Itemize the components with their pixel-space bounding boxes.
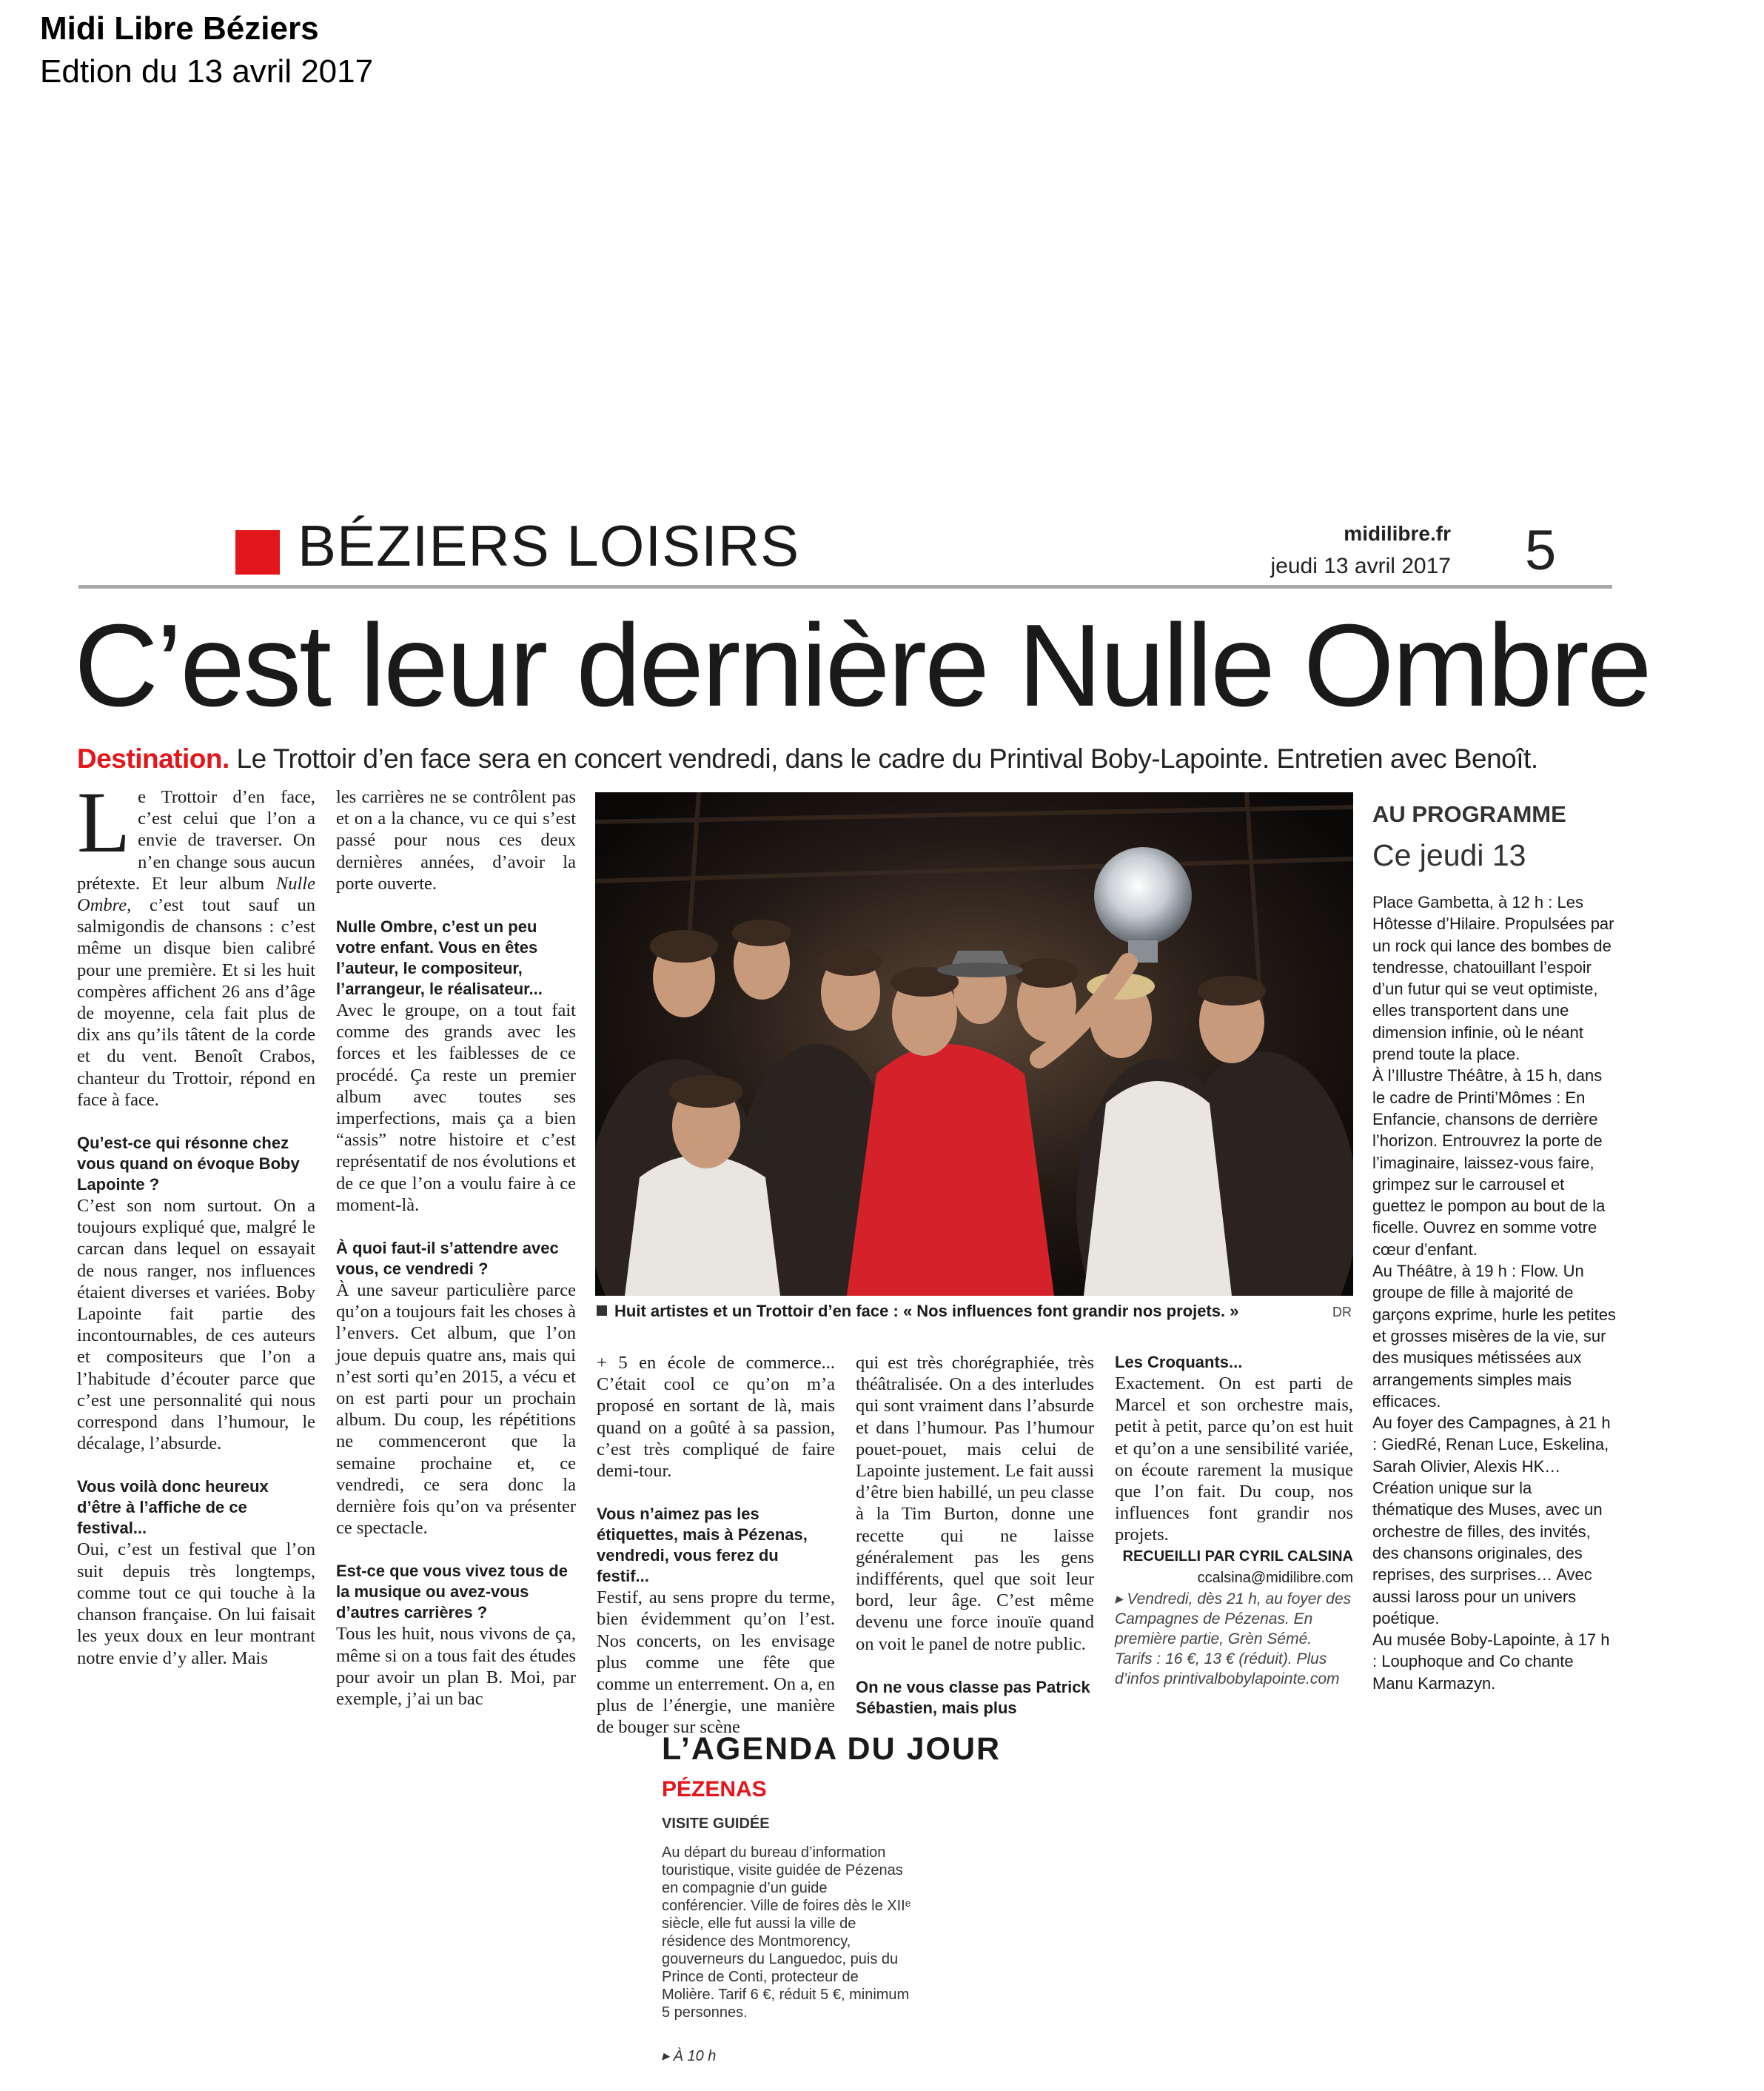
question: Est-ce que vous vivez tous de la musique ou avez-vous d’autres carrières ? [336,1562,568,1622]
programme-item: À l’Illustre Théâtre, à 15 h, dans le cadre de Printi’Mômes : En Enfancie, chansons de derrière l’horizon. Entrouvrez la porte de l’imaginaire, laissez-vous faire, grimpez sur le carrousel et guettez le pompon au bout de la ficelle. Ouvrez en somme votre cœur d’enfant. [1372,1066,1606,1259]
article-column-5 [1115,1352,1353,1689]
programme-title: AU PROGRAMME [1372,801,1566,827]
programme-item: Au musée Boby-Lapointe, à 17 h : Louphoque and Co chante Manu Karmazyn. [1372,1630,1610,1693]
question: Nulle Ombre, c’est un peu votre enfant. Vous en êtes l’auteur, le compositeur, l’arrangeur, le réalisateur... [336,917,543,999]
agenda-time: ▸ À 10 h [662,2048,717,2064]
band-photo-illustration [595,792,1353,1296]
caption-marker [597,1305,607,1316]
programme-list [1372,891,1617,1694]
programme-subtitle: Ce jeudi 13 [1372,838,1526,872]
photo-caption: Huit artistes et un Trottoir d’en face : « Nos influences font grandir nos projets. » [597,1302,1352,1321]
answer: Oui, c’est un festival que l’on suit depuis très longtemps, comme tout ce qui touche à la chanson française. On lui faisait les yeux doux en leur montrant notre envie d’y aller. Mais [77,1539,315,1668]
question: Les Croquants... [1115,1353,1243,1371]
source-title: Midi Libre Béziers [40,10,319,47]
agenda-body: Au départ du bureau d’information touristique, visite guidée de Pézenas en compagnie d’un guide conférencier. Ville de foires dès le XIIᵉ siècle, elle fut aussi la ville de résidence des Montmorency, gouverneurs du Languedoc, puis du Prince de Conti, protecteur de Molière. Tarif 6 €, réduit 5 €, minimum 5 personnes. [662,1844,911,2021]
answer: Exactement. On est parti de Marcel et son orchestre mais, petit à petit, parce qu’on est huit et qu’on a une sensibilité variée, on écoute rarement la musique que l’on fait. Du coup, nos influences font grandir nos projets. [1115,1374,1353,1545]
answer: À une saveur particulière parce qu’on a toujours fait les choses à l’envers. Cet album, que l’on joue depuis quatre ans, mais qui n’est sorti qu’en 2015, a vécu et on est parti pour un prochain album. Du coup, les répétitions ne commenceront que la semaine prochaine et, ce vendredi, ce sera donc la dernière fois qu’on va présenter ce spectacle. [336,1280,576,1539]
answer: Festif, au sens propre du terme, bien évidemment qu’on l’est. Nos concerts, on les envisage plus comme une fête que comme un enterrement. On a, en plus de l’énergie, une manière de bouger sur scène [597,1588,835,1738]
byline: RECUEILLI PAR CYRIL CALSINA [1122,1548,1353,1565]
standfirst [77,743,1631,774]
page-number: 5 [1525,519,1557,582]
section-title: BÉZIERS LOISIRS [298,513,800,578]
kicker: Destination. [77,743,229,774]
article-column-3 [597,1352,835,1739]
lead-paragraph: Le Trottoir d’en face, c’est celui que l’on a envie de traverser. On n’en change sous aucun prétexte. Et leur album Nulle Ombre, c’est tout sauf un salmigondis de chansons : c’est même un disque bien calibré pour une première. Et si les huit compères affichent 26 ans d’âge de moyenne, cela fait plus de dix ans qu’ils tâtent de la corde et du vent. Benoît Crabos, chanteur du Trottoir, répond en face à face. [77,774,315,1110]
paragraph: + 5 en école de commerce... C’était cool ce qu’on m’a proposé en sortant de là, mais quand on a goûté à sa passion, c’est très compliqué de faire demi-tour. [597,1353,835,1482]
question: Vous n’aimez pas les étiquettes, mais à Pézenas, vendredi, vous ferez du festif... [597,1505,808,1586]
question: On ne vous classe pas Patrick Sébastien, mais plus [856,1677,1090,1717]
source-edition: Edtion du 13 avril 2017 [40,53,374,90]
practical-info: ▸ Vendredi, dès 21 h, au foyer des Campagnes de Pézenas. En première partie, Grèn Sémé. Tarifs : 16 €, 13 € (réduit). Plus d’infos printivalbobylapointe.com [1115,1590,1352,1688]
question: Qu’est-ce qui résonne chez vous quand on évoque Boby Lapointe ? [77,1134,300,1194]
answer: Tous les huit, nous vivons de ça, même si on a tous fait des études pour avoir un plan B. Moi, par exemple, j’ai un bac [336,1624,576,1710]
programme-item: Au foyer des Campagnes, à 21 h : GiedRé, Renan Luce, Eskelina, Sarah Olivier, Alexis HK… Création unique sur la thématique des Muses, avec un orchestre de filles, des invités, des chansons originales, des reprises, des surprises… Avec aussi Iaross pour un univers poétique. [1372,1413,1611,1627]
site-name: midilibre.fr [1344,522,1451,545]
photo-credit: DR [1332,1305,1352,1319]
album-title: Nulle Ombre [77,873,315,916]
headline: C’est leur dernière Nulle Ombre [74,600,1650,731]
agenda-title: L’AGENDA DU JOUR [662,1731,1002,1767]
programme-item: Au Théâtre, à 19 h : Flow. Un groupe de fille à majorité de garçons exprime, hurle les petites et grosses misères de la vie, sur des musiques métissées aux arrangements simples mais efficaces. [1372,1262,1616,1411]
answer: C’est son nom surtout. On a toujours expliqué que, malgré le carcan dans lequel on essayait de nous ranger, nos influences étaient diverses et variées. Boby Lapointe fait partie des incontournables, de ces auteurs et compositeurs que l’on a l’habitude d’écouter parce que c’est une personnalité qui nous correspond dans l’humour, le décalage, l’absurde. [77,1196,315,1454]
agenda-type: VISITE GUIDÉE [662,1816,770,1832]
article-column-2 [336,786,576,1710]
standfirst-text: Le Trottoir d’en face sera en concert vendredi, dans le cadre du Printival Boby-Lapointe. Entretien avec Benoît. [236,743,1538,774]
article-column-1 [77,774,315,1669]
article-column-4 [856,1352,1094,1719]
author-email: ccalsina@midilibre.com [1197,1569,1353,1586]
band-photo [595,792,1353,1296]
header-rule [78,585,1612,589]
programme-item: Place Gambetta, à 12 h : Les Hôtesse d’Hilaire. Propulsées par un rock qui lance des bombes de tendresse, chatouillant l’espoir d’un futur qui se veut optimiste, elles transportent dans une dimension infinie, où le néant prend toute la place. [1372,893,1614,1064]
agenda-town: PÉZENAS [662,1777,767,1801]
question: À quoi faut-il s’attendre avec vous, ce vendredi ? [336,1239,559,1279]
section-marker [235,530,280,575]
drop-cap: L [77,774,131,871]
paragraph: les carrières ne se contrôlent pas et on a la chance, vu ce qui s’est passé pour nous ces deux dernières années, d’avoir la porte ouverte. [336,787,576,894]
issue-date: jeudi 13 avril 2017 [1270,554,1451,578]
answer: Avec le groupe, on a tout fait comme des grands avec les forces et les faiblesses de ce procédé. Ça reste un premier album avec toutes ses imperfections, mais ça a bien “assis” notre histoire et c’est représentatif de nos évolutions et de ce que l’on a voulu faire à ce moment-là. [336,1000,576,1215]
question: Vous voilà donc heureux d’être à l’affiche de ce festival... [77,1477,269,1538]
paragraph: qui est très chorégraphiée, très théâtralisée. On a des interludes qui sont vraiment dans l’absurde et dans l’humour. Pas l’humour pouet-pouet, mais celui de Lapointe justement. Le fait aussi d’être bien habillé, un peu classe à la Tim Burton, donne une recette qui ne laisse généralement pas les gens indifférents, quel que soit leur bord, leur âge. C’est même devenu une force inouïe quand on voit le panel de notre public. [856,1353,1094,1654]
